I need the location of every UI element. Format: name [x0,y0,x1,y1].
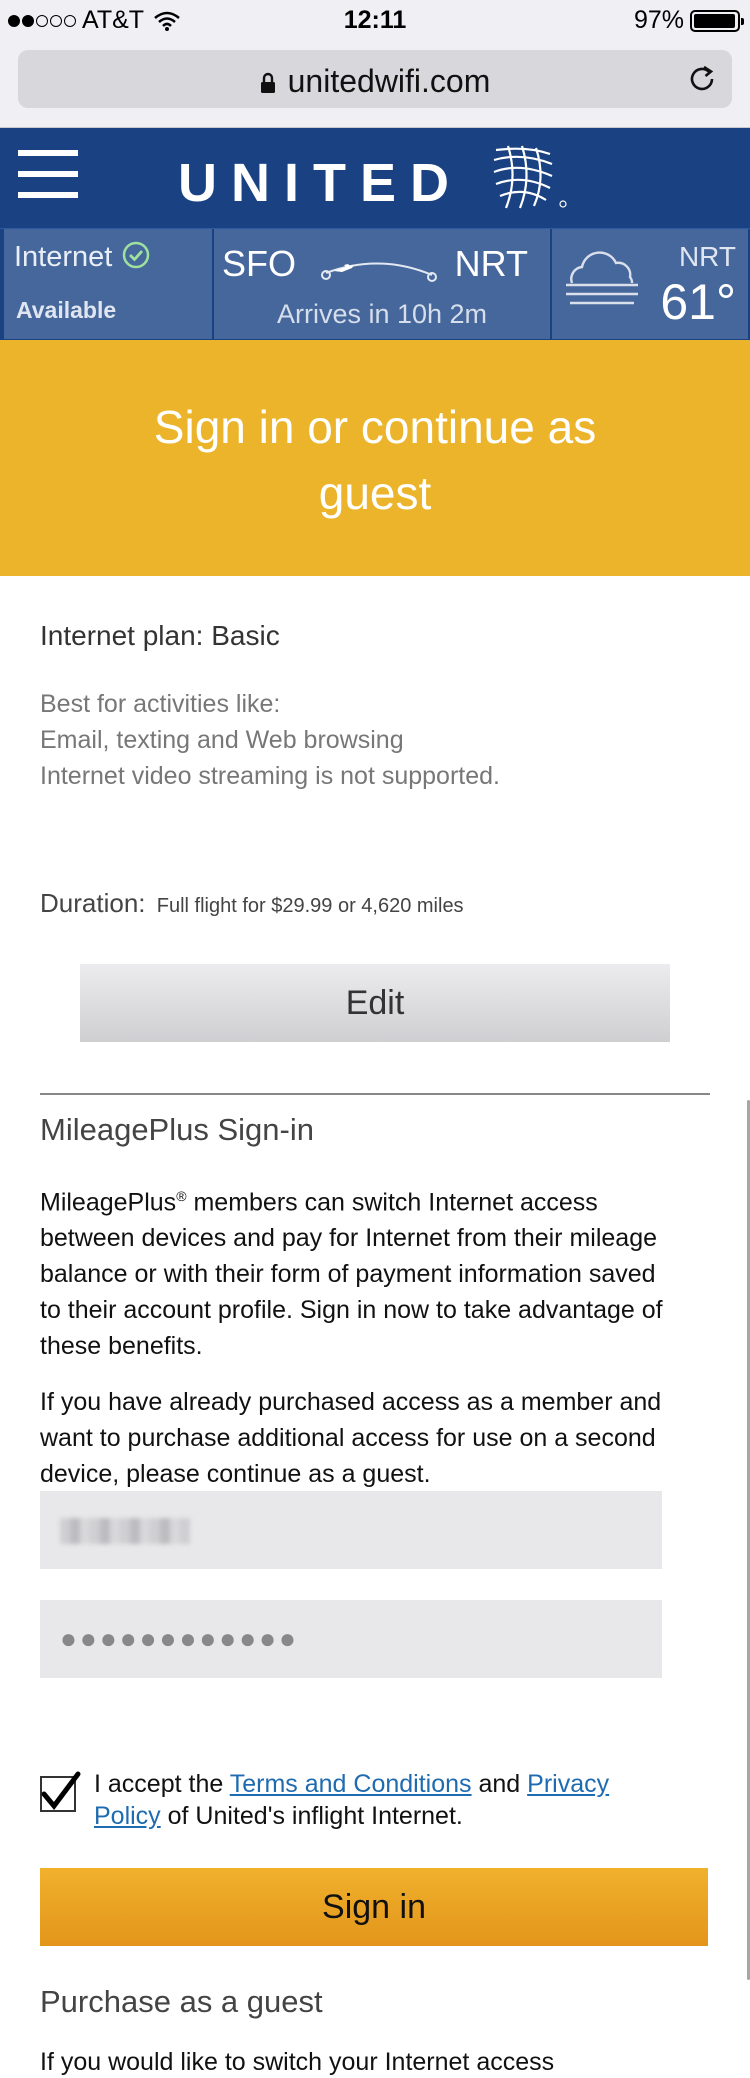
sign-in-button[interactable]: Sign in [40,1868,708,1946]
terms-suffix: of United's inflight Internet. [160,1802,463,1830]
signin-banner [0,340,750,576]
battery-percent: 97% [633,6,684,34]
duration-value: Full flight for $29.99 or 4,620 miles [156,895,464,917]
url-text: unitedwifi.com [287,63,491,99]
reload-icon[interactable] [686,63,718,95]
check-circle-icon [122,241,150,269]
weather-city: NRT [678,241,736,272]
url-display[interactable] [18,63,732,100]
registered-mark: ® [176,1188,187,1204]
hamburger-menu-icon[interactable] [18,150,78,198]
flight-info-strip [0,228,750,340]
mileageplus-title: MileagePlus Sign-in [40,1112,314,1147]
plan-desc-line: Best for activities like: [40,690,281,718]
section-divider [40,1093,710,1095]
terms-and: and [471,1770,528,1798]
duration-label: Duration: [40,888,146,918]
carrier-name: AT&T [82,6,145,34]
address-bar[interactable] [18,50,732,108]
guest-purchase-title: Purchase as a guest [40,1984,323,2019]
flight-route-panel[interactable] [214,229,550,339]
guest-description: If you would like to switch your Internet access [40,2048,555,2076]
guest-continue-note: If you have already purchased access as a member and want to purchase additional access for use on a second device, please continue as a guest. [40,1388,662,1488]
lock-icon [260,72,276,94]
plan-description [40,686,500,794]
status-right [634,6,740,35]
battery-icon [690,10,740,32]
checkmark-icon [38,1770,82,1814]
banner-title: Sign in or continue as guest [153,401,597,519]
destination-airport: NRT [454,243,528,284]
united-globe-icon [488,142,570,212]
status-time: 12:11 [343,6,407,34]
plan-desc-line: Internet video streaming is not supported. [40,762,500,790]
united-header [0,128,750,228]
origin-airport: SFO [222,243,297,284]
status-bar [0,0,750,40]
internet-label: Internet [14,241,113,273]
arrival-time: Arrives in 10h 2m [276,299,488,329]
internet-status-panel[interactable] [4,229,212,339]
terms-prefix: I accept the [94,1770,230,1798]
plan-desc-line: Email, texting and Web browsing [40,726,404,754]
plan-title: Internet plan: Basic [40,620,280,651]
united-logo[interactable]: UNITED [178,153,463,213]
edit-plan-button[interactable]: Edit [80,964,670,1042]
password-field[interactable] [40,1600,662,1678]
flight-path-icon [320,255,438,285]
mileageplus-description [40,1178,680,1364]
terms-link[interactable]: Terms and Conditions [229,1770,472,1798]
internet-status: Available [16,297,117,323]
mileageplus-brand: MileagePlus [40,1188,177,1217]
cloud-fog-icon [564,247,640,311]
terms-statement [94,1768,674,1832]
mileageplus-description-text: members can switch Internet access between devices and pay for Internet from their mileage balance or with their form of payment information saved to their account profile. Sign in now to take advantage of these benefits. [40,1188,663,1361]
weather-temperature: 61° [660,274,736,330]
browser-toolbar [0,40,750,128]
blurred-username [60,1518,190,1544]
duration-row [40,888,464,919]
weather-panel[interactable] [552,229,748,339]
privacy-policy-link[interactable]: Privacy Policy [94,1770,610,1830]
